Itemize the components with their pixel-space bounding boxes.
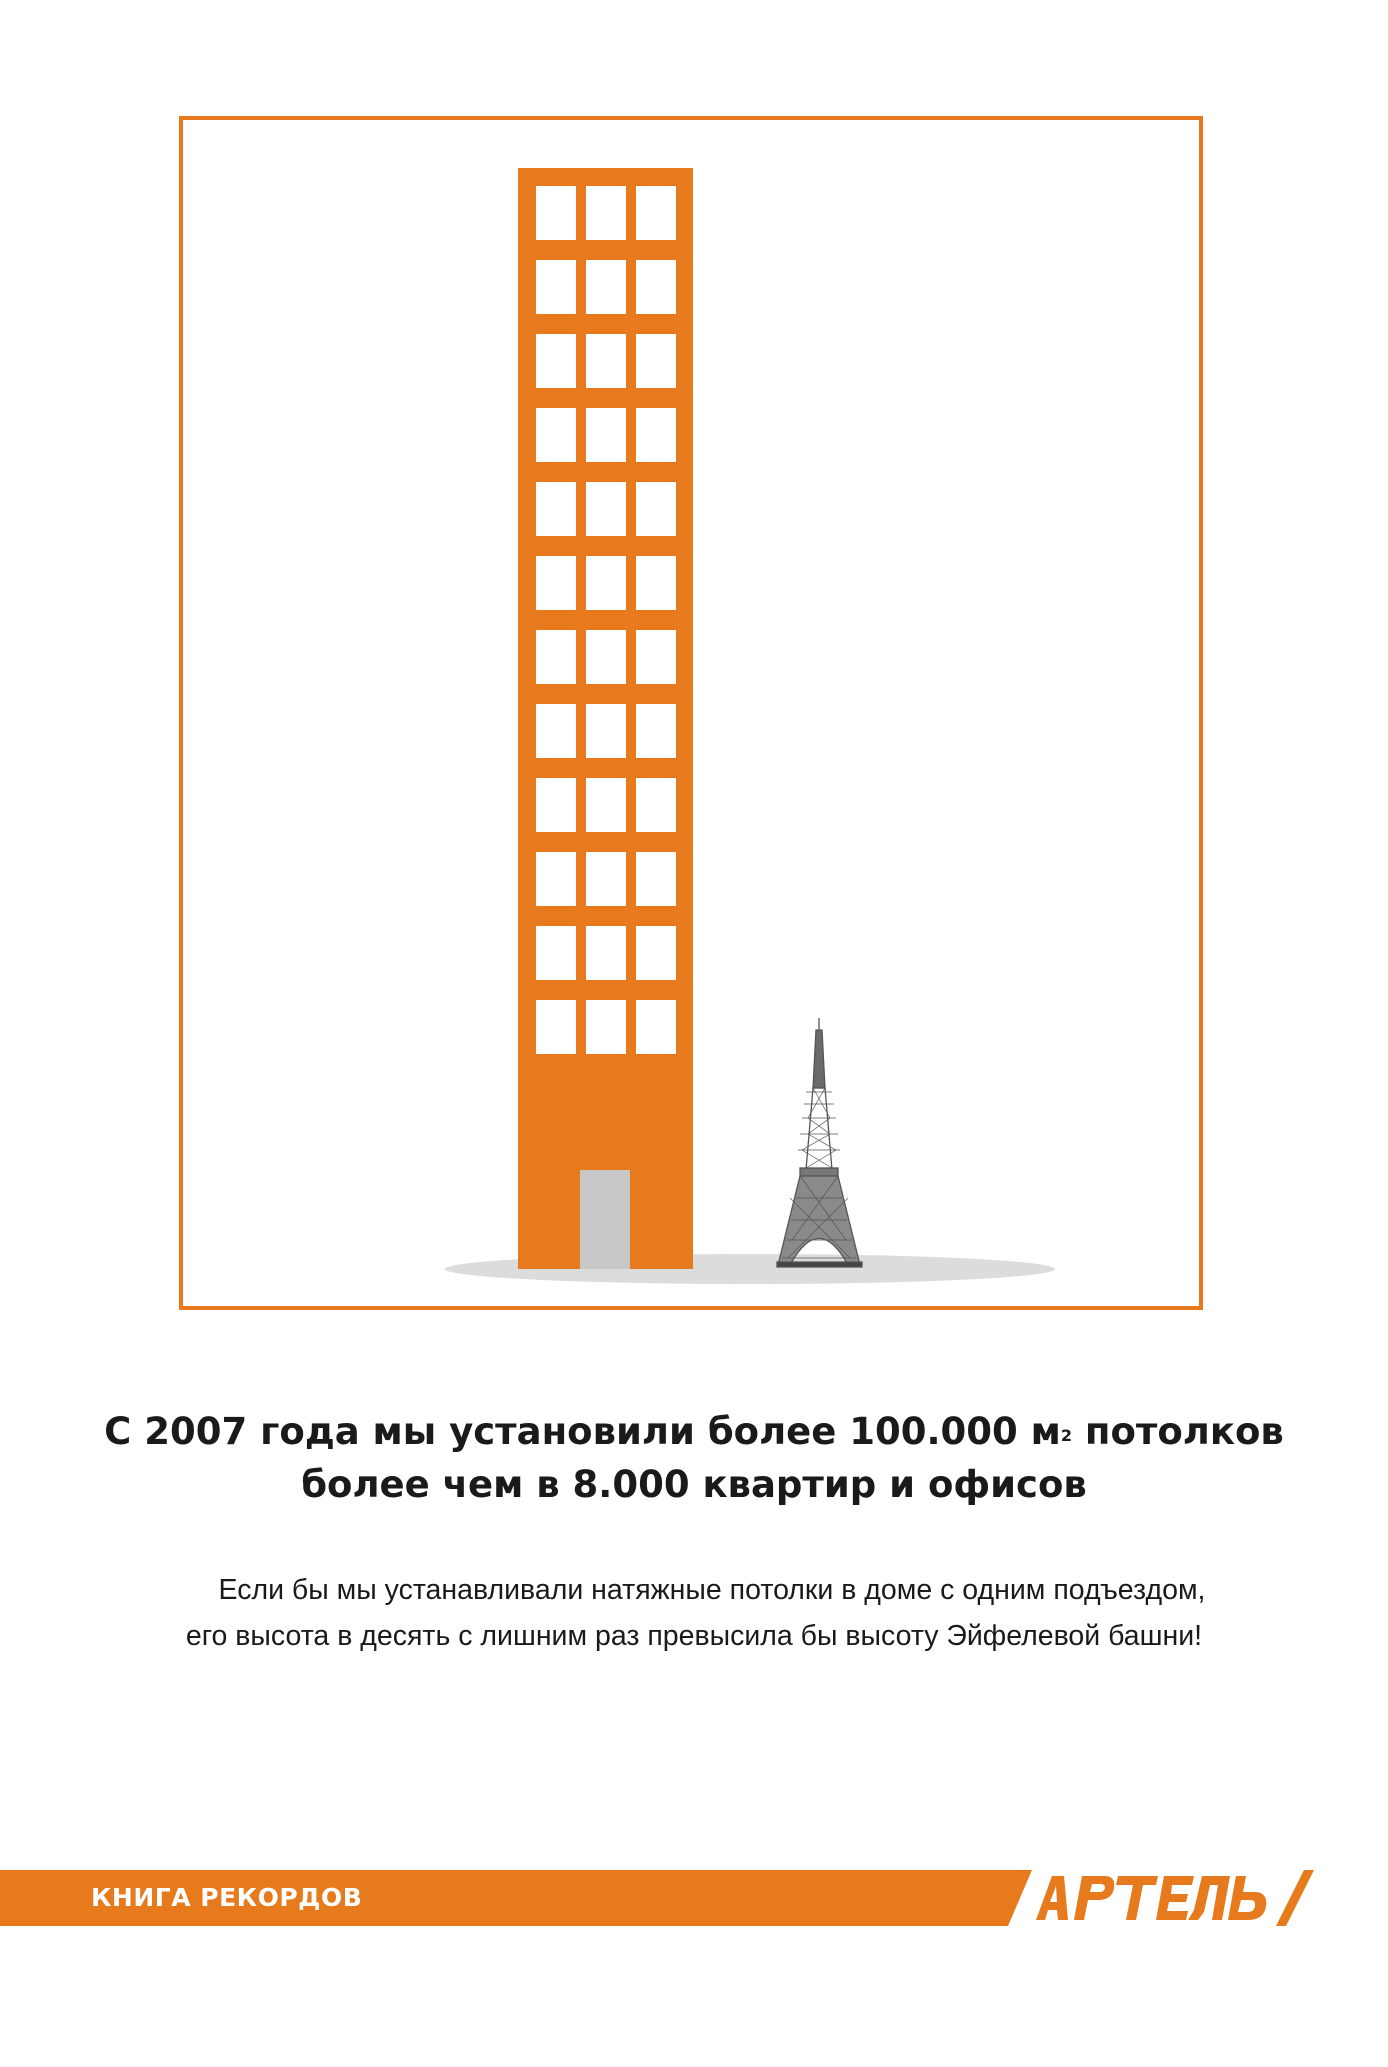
building-window <box>636 630 676 684</box>
building-window <box>636 1000 676 1054</box>
building-window <box>586 556 626 610</box>
building-window <box>536 482 576 536</box>
body-line-1: Если бы мы устанавливали натяжные потолки в доме с одним подъездом, <box>218 1574 1206 1606</box>
building-window <box>636 926 676 980</box>
building-window <box>636 556 676 610</box>
building-window <box>586 852 626 906</box>
building-window <box>636 408 676 462</box>
artel-logo <box>1008 1870 1388 1941</box>
building-window <box>536 408 576 462</box>
headline-line-1: С 2007 года мы установили более 100.000 $м^2$ потолков <box>104 1410 1284 1453</box>
building-window <box>636 186 676 240</box>
headline <box>0 1405 1388 1511</box>
building-window <box>586 1000 626 1054</box>
footer-label: КНИГА РЕКОРДОВ <box>91 1883 363 1912</box>
building-window <box>536 778 576 832</box>
building-window <box>636 778 676 832</box>
building-door <box>580 1170 630 1269</box>
building-window <box>636 704 676 758</box>
building-window <box>636 482 676 536</box>
building-window <box>536 926 576 980</box>
building-window <box>536 186 576 240</box>
building-window <box>536 334 576 388</box>
building-window <box>636 334 676 388</box>
building-window <box>536 852 576 906</box>
building-window <box>586 334 626 388</box>
building-window <box>536 704 576 758</box>
building-window <box>536 630 576 684</box>
logo-text: АРТЕЛЬ <box>1198 1940 1202 1941</box>
building-window <box>586 778 626 832</box>
body-line-2: его высота в десять с лишним раз превысила бы высоту Эйфелевой башни! <box>185 1620 1203 1652</box>
building-window <box>586 704 626 758</box>
building-window <box>586 186 626 240</box>
body-text <box>0 1567 1388 1659</box>
building-illustration <box>518 168 693 1269</box>
building-window <box>586 926 626 980</box>
building-window <box>586 630 626 684</box>
headline-line-2: более чем в 8.000 квартир и офисов <box>301 1463 1087 1506</box>
building-window <box>586 260 626 314</box>
building-window <box>636 260 676 314</box>
building-window <box>536 556 576 610</box>
eiffel-tower-icon <box>777 1018 862 1267</box>
building-window <box>636 852 676 906</box>
building-window <box>586 482 626 536</box>
building-window <box>536 260 576 314</box>
building-window <box>536 1000 576 1054</box>
superscript-squared: 2 <box>1060 1426 1073 1445</box>
building-window <box>586 408 626 462</box>
